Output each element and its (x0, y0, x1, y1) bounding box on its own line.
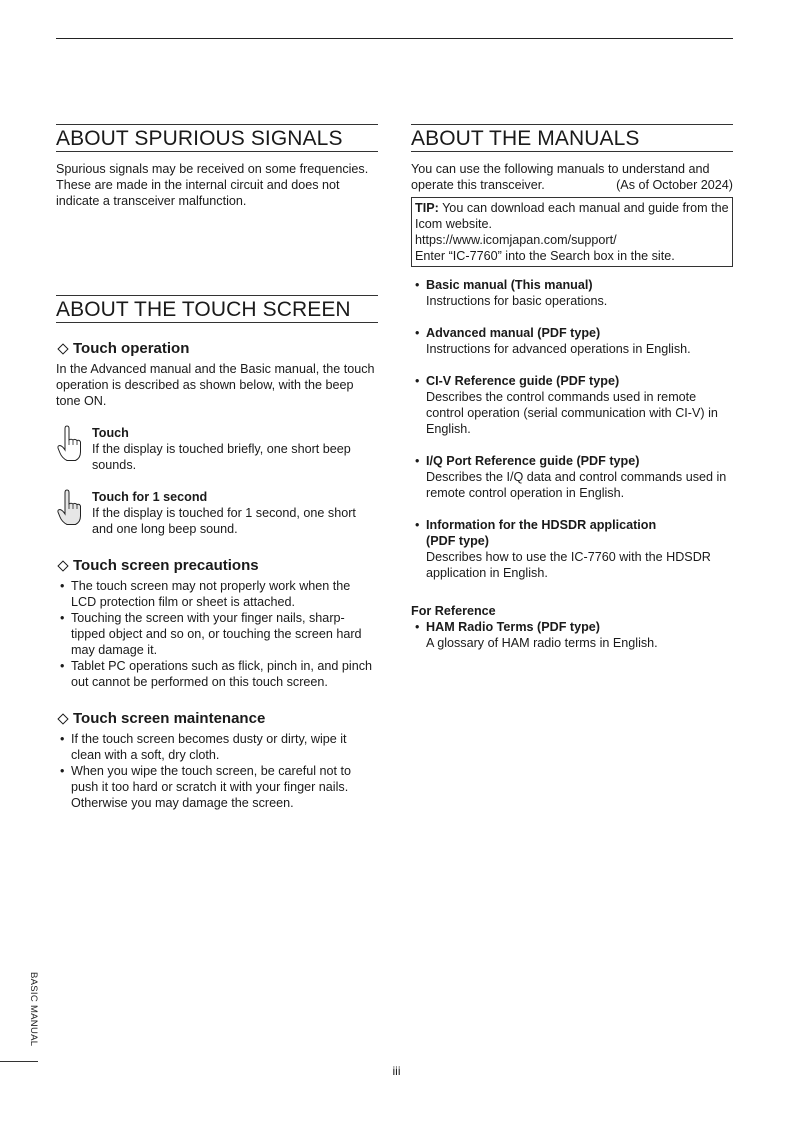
list-item (411, 619, 733, 651)
touch-gesture (56, 425, 378, 473)
manuals-intro-line2: operate this transceiver. (411, 178, 545, 192)
list-item (411, 453, 733, 501)
tip-url[interactable]: https://www.icomjapan.com/support/ (415, 233, 617, 247)
manual-desc: Instructions for basic operations. (426, 294, 608, 308)
pointing-hand-hold-icon (56, 489, 82, 527)
list-item (411, 373, 733, 437)
diamond-icon (57, 560, 68, 571)
manual-title: • CI-V Reference guide (PDF type) (426, 374, 620, 388)
manuals-as-of: (As of October 2024) (616, 178, 733, 192)
section-title-spurious: ABOUT SPURIOUS SIGNALS (56, 124, 378, 152)
manual-title: • I/Q Port Reference guide (PDF type) (426, 454, 640, 468)
side-label: BASIC MANUAL (28, 972, 39, 1047)
list-item: • Tablet PC operations such as flick, pinch in, and pinch out cannot be performed on this touch screen. (56, 658, 378, 690)
reference-desc: A glossary of HAM radio terms in English. (426, 636, 658, 650)
tip-search-instruction: Enter “IC-7760” into the Search box in the site. (415, 249, 675, 263)
list-item (411, 325, 733, 357)
list-item: • When you wipe the touch screen, be careful not to push it too hard or scratch it with your finger nails. Otherwise you may damage the screen. (56, 763, 378, 811)
manual-desc: Describes the control commands used in remote control operation (serial communication with CI-V) in English. (426, 390, 718, 436)
touch-operation-heading-text: Touch operation (73, 340, 190, 357)
precautions-heading-text: Touch screen precautions (73, 557, 259, 574)
manual-title: • Advanced manual (PDF type) (426, 326, 601, 340)
manuals-list (411, 277, 733, 581)
left-column (56, 124, 378, 811)
list-item: • If the touch screen becomes dusty or dirty, wipe it clean with a soft, dry cloth. (56, 731, 378, 763)
tip-text: You can download each manual and guide from the Icom website. (415, 201, 729, 231)
diamond-icon (57, 713, 68, 724)
diamond-icon (57, 343, 68, 354)
touch-operation-body: In the Advanced manual and the Basic manual, the touch operation is described as shown below, with the beep tone ON. (56, 362, 375, 408)
tip-box (411, 197, 733, 267)
list-item: • Touching the screen with your finger nails, sharp-tipped object and so on, or touching the screen hard may damage it. (56, 610, 378, 658)
manual-desc: Instructions for advanced operations in English. (426, 342, 691, 356)
manual-desc: Describes the I/Q data and control commands used in remote control operation in English. (426, 470, 727, 500)
precautions-heading (56, 557, 378, 575)
tip-label: TIP: (415, 201, 439, 215)
reference-list (411, 619, 733, 651)
reference-title: • HAM Radio Terms (PDF type) (426, 620, 600, 634)
right-column (411, 124, 733, 651)
list-item: • The touch screen may not properly work when the LCD protection film or sheet is attached. (56, 578, 378, 610)
maintenance-list (56, 731, 378, 811)
touch-title: Touch (92, 426, 129, 440)
manual-title: • Basic manual (This manual) (426, 278, 593, 292)
reference-heading: For Reference (411, 604, 496, 618)
side-rule (0, 1061, 38, 1062)
precautions-list (56, 578, 378, 690)
list-item (411, 277, 733, 309)
manual-desc: Describes how to use the IC-7760 with the HDSDR application in English. (426, 550, 711, 580)
list-item (411, 517, 733, 581)
section-title-touch-screen: ABOUT THE TOUCH SCREEN (56, 295, 378, 323)
top-rule (56, 38, 733, 39)
touch-desc: If the display is touched briefly, one short beep sounds. (92, 442, 351, 472)
touch-hold-desc: If the display is touched for 1 second, one short and one long beep sound. (92, 506, 356, 536)
maintenance-heading (56, 710, 378, 728)
spurious-body: Spurious signals may be received on some frequencies. These are made in the internal circuit and does not indicate a transceiver malfunction. (56, 162, 369, 208)
pointing-hand-icon (56, 425, 82, 463)
maintenance-heading-text: Touch screen maintenance (73, 710, 266, 727)
touch-hold-title: Touch for 1 second (92, 490, 208, 504)
manuals-intro (411, 161, 733, 193)
touch-operation-heading (56, 340, 378, 358)
section-title-manuals: ABOUT THE MANUALS (411, 124, 733, 152)
page-number: iii (392, 1064, 401, 1078)
touch-hold-gesture (56, 489, 378, 537)
manual-title: • Information for the HDSDR application (PDF type) (426, 518, 657, 548)
manuals-intro-line1: You can use the following manuals to understand and (411, 162, 710, 176)
